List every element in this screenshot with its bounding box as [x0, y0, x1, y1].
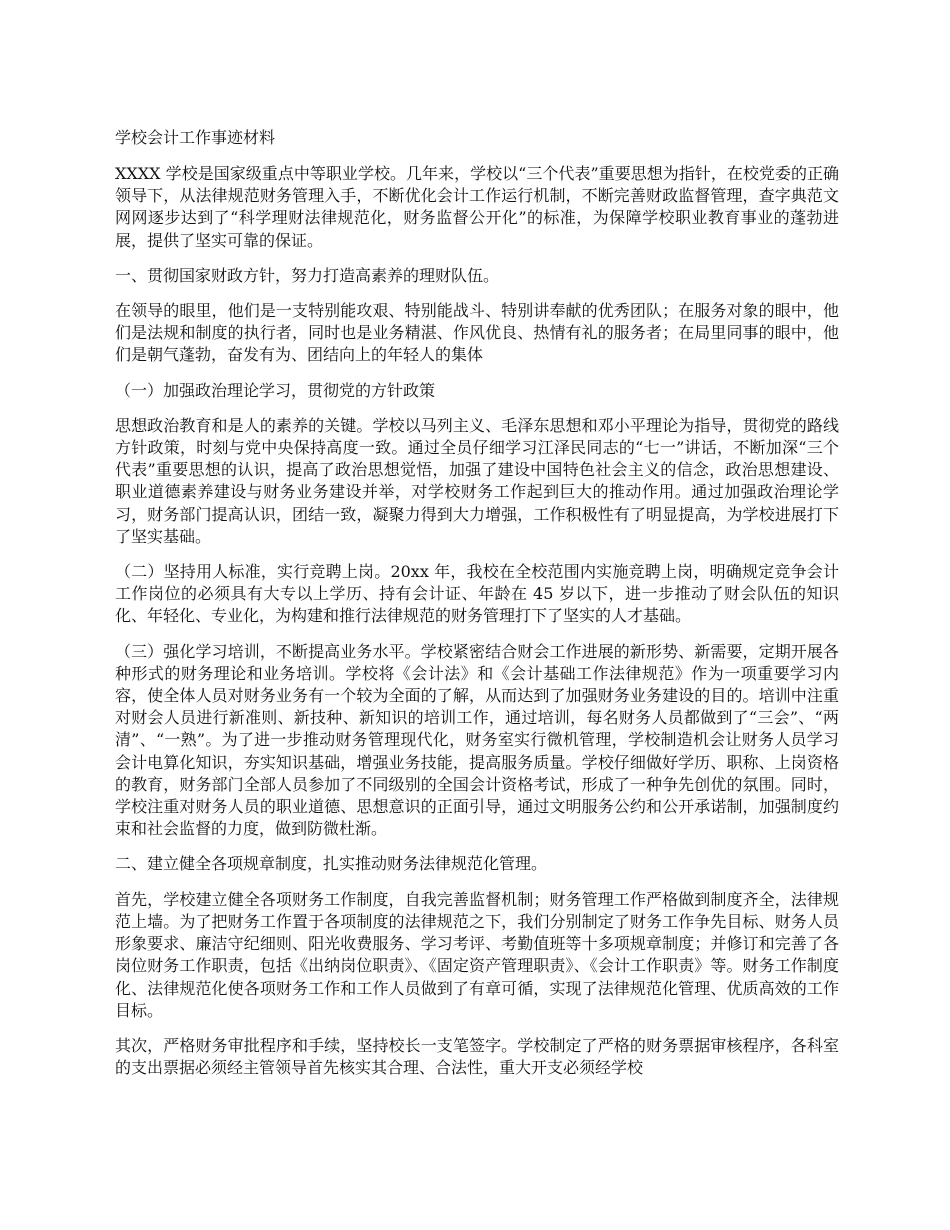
training-paragraph: （三）强化学习培训，不断提高业务水平。学校紧密结合财会工作进展的新形势、新需要，定期开展各种形式的财务理论和业务培训。学校将《会计法》和《会计基础工作法律规范》作为一项重要学习内容，使全体人员对财务业务有一个较为全面的了解，从而达到了加强财务业务建设的目的。培训中注重对财会人员进行新准则、新技种、新知识的培训工作，通过培训，每名财务人员都做到了“三会”、“两清”、“一熟”。为了进一步推动财务管理现代化，财务室实行微机管理，学校制造机会让财务人员学习会计电算化知识，夯实知识基础，增强业务技能，提高服务质量。学校仔细做好学历、职称、上岗资格的教育，财务部门全部人员参加了不同级别的全国会计资格考试，形成了一种争先创优的氛围。同时，学校注重对财务人员的职业道德、思想意识的正面引导，通过文明服务公约和公开承诺制，加强制度约束和社会监督的力度，做到防微杜渐。 [115, 641, 839, 839]
subsection-heading-1: （一）加强政治理论学习，贯彻党的方针政策 [115, 380, 436, 400]
document-page [115, 127, 839, 1092]
rules-paragraph: 首先，学校建立健全各项财务工作制度，自我完善监督机制；财务管理工作严格做到制度齐全，法律规范上墙。为了把财务工作置于各项制度的法律规范之下，我们分别制定了财务工作争先目标、财务人员形象要求、廉洁守纪细则、阳光收费服务、学习考评、考勤值班等十多项规章制度；并修订和完善了各岗位财务工作职责，包括《出纳岗位职责》、《固定资产管理职责》、《会计工作职责》等。财务工作制度化、法律规范化使各项财务工作和工作人员做到了有章可循，实现了法律规范化管理、优质高效的工作目标。 [115, 889, 839, 1020]
document-title: 学校会计工作事迹材料 [115, 128, 276, 147]
recruitment-paragraph: （二）坚持用人标准，实行竞聘上岗。20xx 年，我校在全校范围内实施竞聘上岗，明确规定竞争会计工作岗位的必须具有大专以上学历、持有会计证、年龄在 45 岁以下，进一步推动了财会队伍的知识化、年轻化、专业化，为构建和推行法律规范的财务管理打下了坚实的人才基础。 [115, 562, 839, 626]
approval-paragraph: 其次，严格财务审批程序和手续，坚持校长一支笔签字。学校制定了严格的财务票据审核程序，各科室的支出票据必须经主管领导首先核实其合理、合法性，重大开支必须经学校 [115, 1035, 839, 1078]
section-heading-1: 一、贯彻国家财政方针，努力打造高素养的理财队伍。 [115, 265, 500, 285]
political-study-paragraph: 思想政治教育和是人的素养的关键。学校以马列主义、毛泽东思想和邓小平理论为指导，贯彻党的路线方针政策，时刻与党中央保持高度一致。通过全员仔细学习江泽民同志的“七一”讲话，不断加深“三个代表”重要思想的认识，提高了政治思想觉悟，加强了建设中国特色社会主义的信念，政治思想建设、职业道德素养建设与财务业务建设并举，对学校财务工作起到巨大的推动作用。通过加强政治理论学习，财务部门提高认识，团结一致，凝聚力得到大力增强，工作积极性有了明显提高，为学校进展打下了坚实基础。 [115, 415, 839, 546]
team-paragraph: 在领导的眼里，他们是一支特别能攻艰、特别能战斗、特别讲奉献的优秀团队；在服务对象的眼中，他们是法规和制度的执行者，同时也是业务精湛、作风优良、热情有礼的服务者；在局里同事的眼中，他们是朝气蓬勃，奋发有为、团结向上的年轻人的集体 [115, 301, 839, 365]
intro-paragraph: XXXX 学校是国家级重点中等职业学校。几年来，学校以“三个代表”重要思想为指针，在校党委的正确领导下，从法律规范财务管理入手，不断优化会计工作运行机制，不断完善财政监督管理，查字典范文网网逐步达到了“科学理财法律规范化，财务监督公开化”的标准，为保障学校职业教育事业的蓬勃进展，提供了坚实可靠的保证。 [115, 164, 839, 250]
section-heading-2: 二、建立健全各项规章制度，扎实推动财务法律规范化管理。 [115, 854, 548, 874]
